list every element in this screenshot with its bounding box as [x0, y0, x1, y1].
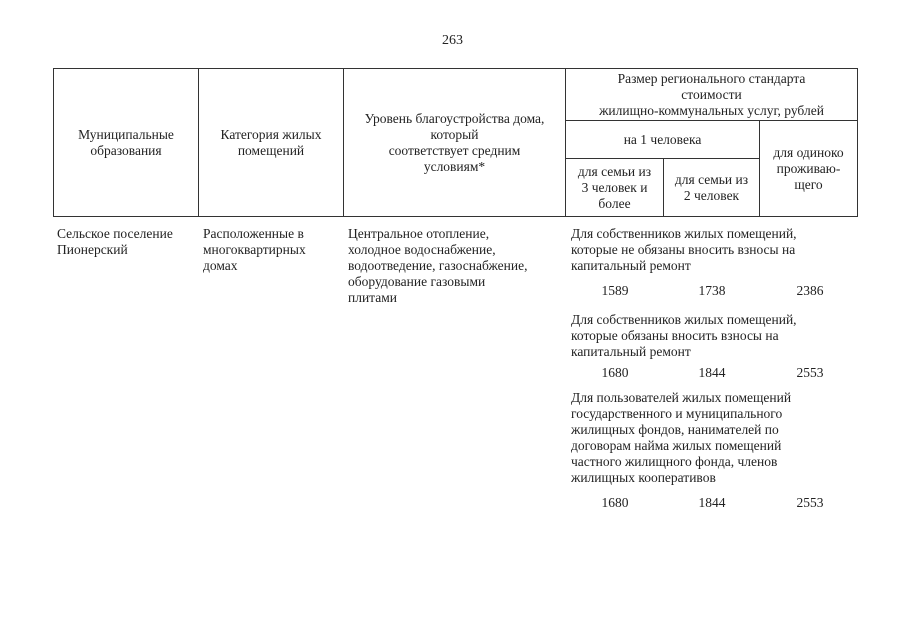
value-family-2: 1738	[698, 283, 726, 298]
value-family-3: 1680	[601, 365, 629, 380]
block-text: Для собственников жилых помещений, которые обязаны вносить взносы на капитальный ремонт	[571, 312, 797, 359]
table-header	[53, 68, 858, 217]
header-family-2: для семьи из 2 человек	[664, 159, 760, 217]
value-family-3: 1680	[601, 495, 629, 510]
row-category: Расположенные в многоквартирных домах	[203, 226, 306, 273]
header-per-person: на 1 человека	[566, 121, 760, 159]
header-single: для одиноко проживаю- щего	[760, 121, 858, 217]
block-text: Для пользователей жилых помещений государственного и муниципального жилищных фондов, нанимателей по договорам найма жилых помещений частного жилищного фонда, членов жилищных кооперативов	[571, 390, 792, 485]
value-single: 2553	[796, 365, 824, 380]
header-category: Категория жилых помещений	[199, 69, 344, 217]
header-standard-size: Размер регионального стандарта стоимости жилищно-коммунальных услуг, рублей	[566, 69, 858, 121]
value-family-2: 1844	[698, 495, 726, 510]
header-family-3: для семьи из 3 человек и более	[566, 159, 664, 217]
value-family-3: 1589	[601, 283, 629, 298]
header-amenities: Уровень благоустройства дома, который соответствует средним условиям*	[344, 69, 566, 217]
row-amenities: Центральное отопление, холодное водоснабжение, водоотведение, газоснабжение, оборудование газовыми плитами	[348, 226, 528, 305]
value-single: 2553	[796, 495, 824, 510]
value-single: 2386	[796, 283, 824, 298]
row-municipality: Сельское поселение Пионерский	[57, 226, 173, 257]
header-municipality: Муниципальные образования	[54, 69, 199, 217]
page-number: 263	[442, 33, 463, 48]
value-family-2: 1844	[698, 365, 726, 380]
block-text: Для собственников жилых помещений, которые не обязаны вносить взносы на капитальный ремонт	[571, 226, 797, 273]
